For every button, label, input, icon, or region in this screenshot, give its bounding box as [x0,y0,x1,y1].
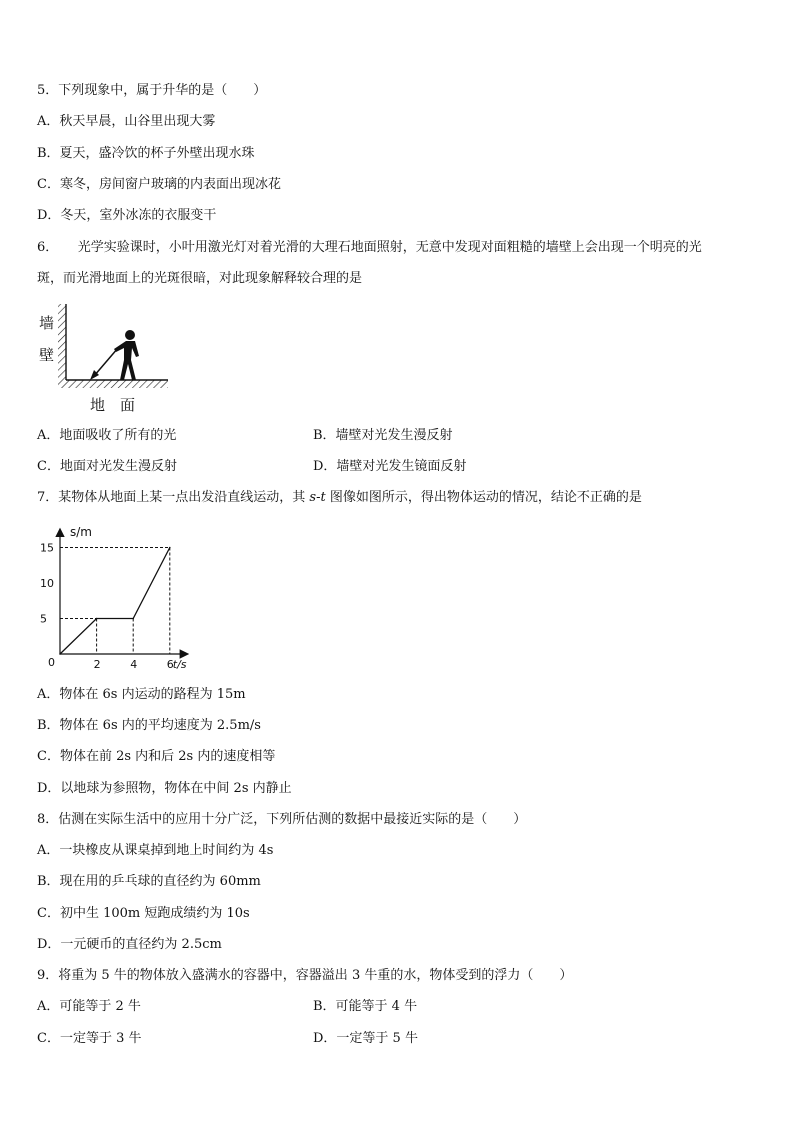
q7-stem [37,489,642,507]
q8-stem: 8．估测在实际生活中的应用十分广泛，下列所估测的数据中最接近实际的是（ ） [37,812,527,827]
q5-stem: 5．下列现象中，属于升华的是（ ） [37,83,267,98]
q6-stem-line1: 6． 光学实验课时，小叶用激光灯对着光滑的大理石地面照射，无意中发现对面粗糙的墙壁上会出现一个明亮的光 [37,240,702,255]
x-axis-label: t/s [172,658,187,670]
q9-option-c: C．一定等于 3 牛 [37,1031,142,1046]
q7-option-c: C．物体在前 2s 内和后 2s 内的速度相等 [37,749,276,764]
q7-option-d: D．以地球为参照物，物体在中间 2s 内静止 [37,781,292,796]
y-axis-label: s/m [70,525,92,539]
laser-beam [94,348,118,376]
data-point-2 [132,618,134,620]
q7-stem-var: s-t [309,490,326,505]
y-tick-5: 5 [40,612,47,626]
ground [58,380,168,388]
st-chart [36,520,216,670]
x-tick-6: 6 [166,658,174,670]
wall-label-2: 壁 [39,346,55,364]
q9-option-b: B．可能等于 4 牛 [313,999,418,1014]
q5-option-d: D．冬天，室外冰冻的衣服变干 [37,208,217,223]
person-figure [114,330,139,380]
q9-stem: 9．将重为 5 牛的物体放入盛满水的容器中，容器溢出 3 牛重的水，物体受到的浮力（ ） [37,968,573,983]
q8-option-d: D．一元硬币的直径约为 2.5cm [37,937,222,952]
origin-label: 0 [48,656,55,669]
wall [58,304,66,380]
q6-option-a: A．地面吸收了所有的光 [37,428,177,443]
q5-option-c: C．寒冬，房间窗户玻璃的内表面出现冰花 [37,177,281,192]
q8-option-b: B．现在用的乒乓球的直径约为 60mm [37,874,261,889]
q6-option-d: D．墙壁对光发生镜面反射 [313,459,467,474]
q6-stem-line2: 斑，而光滑地面上的光斑很暗，对此现象解释较合理的是 [37,271,363,286]
q8-option-c: C．初中生 100m 短跑成绩约为 10s [37,906,250,921]
y-tick-15: 15 [40,541,54,555]
q6-figure [36,300,176,416]
q5-option-a: A．秋天早晨，山谷里出现大雾 [37,114,216,129]
q8-option-a: A．一块橡皮从课桌掉到地上时间约为 4s [37,843,274,858]
y-tick-10: 10 [40,577,54,590]
data-point-3 [169,547,171,549]
q9-option-a: A．可能等于 2 牛 [37,999,141,1014]
q7-option-a: A．物体在 6s 内运动的路程为 15m [37,687,246,702]
x-tick-2: 2 [93,658,101,670]
x-tick-4: 4 [130,658,138,670]
q5-option-b: B．夏天，盛冷饮的杯子外壁出现水珠 [37,146,255,161]
data-point-0 [59,653,61,655]
q7-option-b: B．物体在 6s 内的平均速度为 2.5m/s [37,718,261,733]
q6-option-b: B．墙壁对光发生漫反射 [313,428,453,443]
q9-option-d: D．一定等于 5 牛 [313,1031,418,1046]
wall-label-1: 墙 [39,314,55,332]
data-point-1 [96,618,98,620]
ground-label: 地 面 [90,396,136,414]
q7-stem-prefix: 7．某物体从地面上某一点出发沿直线运动，其 [37,490,306,505]
q6-option-c: C．地面对光发生漫反射 [37,459,177,474]
q7-stem-suffix: 图像如图所示，得出物体运动的情况，结论不正确的是 [329,490,642,505]
series-line [60,548,170,655]
